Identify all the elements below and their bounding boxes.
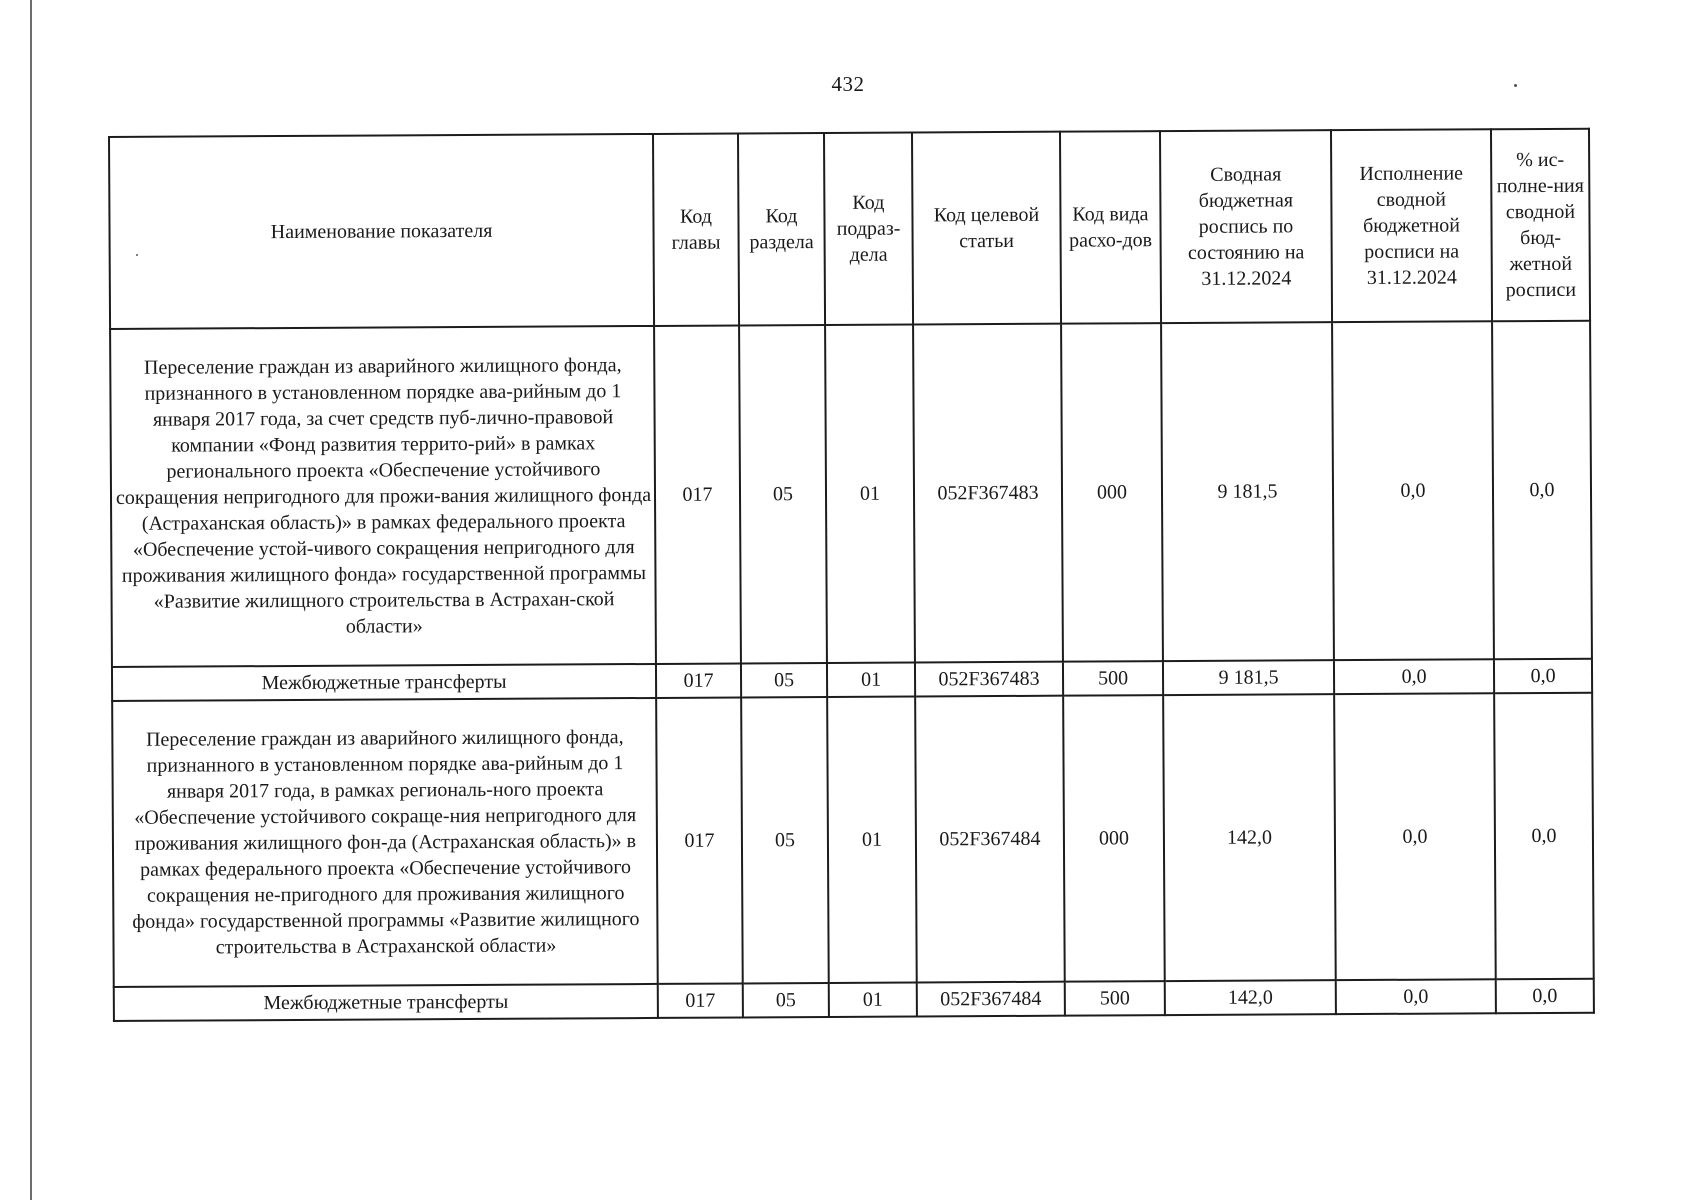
cell-kod-celevoy-stati: 052F367484 (915, 696, 1065, 983)
cell-kod-glavy: 017 (656, 697, 743, 983)
table-row (110, 321, 1592, 667)
cell-ispolnenie: 0,0 (1334, 693, 1496, 980)
cell-name: Межбюджетные трансферты (112, 664, 656, 701)
cell-kod-podrazdela: 01 (829, 982, 917, 1016)
header-procent-ispolneniya: % ис-полне-ния сводной бюд-жетной росписи (1491, 129, 1590, 322)
cell-kod-glavy: 017 (654, 325, 741, 663)
cell-kod-vida-rashodov: 500 (1065, 981, 1165, 1016)
cell-kod-glavy: 017 (656, 663, 741, 697)
cell-ispolnenie: 0,0 (1334, 659, 1494, 694)
page-number: 432 (831, 72, 865, 96)
table-body (110, 321, 1594, 1021)
header-name: Наименование показателя (109, 134, 654, 329)
cell-kod-vida-rashodov: 500 (1063, 661, 1163, 696)
header-row (109, 129, 1590, 329)
cell-kod-razdela: 05 (741, 697, 829, 983)
cell-name: Переселение граждан из аварийного жилищного фонда, признанного в установленном порядке ава-рийным до 1 января 2017 года, за счет средств пуб-лично-правовой компании «Фонд развития террито-рий» в рамках регионального проекта «Обеспечение устойчивого сокращения непригодного для прожи-вания жилищного фонда (Астраханская область)» в рамках федерального проекта «Обеспечение устой-чивого сокращения непригодного для проживания жилищного фонда» государственной программы «Развитие жилищного строительства в Астрахан-ской области» (110, 326, 656, 667)
table-header (109, 129, 1590, 329)
header-kod-vida-rashodov: Код вида расхо-дов (1060, 131, 1161, 324)
cell-kod-vida-rashodov: 000 (1061, 323, 1163, 662)
header-kod-razdela: Код раздела (738, 133, 825, 325)
cell-procent: 0,0 (1494, 693, 1594, 980)
cell-kod-podrazdela: 01 (827, 663, 915, 697)
cell-kod-podrazdela: 01 (825, 325, 915, 663)
header-svodnaya-rospis: Сводная бюджетная роспись по состоянию на 31.12.2024 (1160, 130, 1332, 323)
cell-kod-podrazdela: 01 (827, 697, 917, 983)
header-ispolnenie: Исполнение сводной бюджетной росписи на 31.12.2024 (1331, 129, 1492, 322)
cell-ispolnenie: 0,0 (1336, 979, 1496, 1014)
cell-kod-celevoy-stati: 052F367483 (913, 324, 1063, 663)
cell-kod-razdela: 05 (741, 663, 827, 697)
cell-ispolnenie: 0,0 (1332, 321, 1494, 660)
cell-procent: 0,0 (1494, 659, 1592, 694)
cell-kod-glavy: 017 (658, 983, 743, 1017)
table-row (114, 979, 1594, 1021)
header-kod-glavy: Код главы (653, 133, 739, 325)
cell-svodnaya-rospis: 142,0 (1163, 694, 1336, 981)
header-kod-celevoy-stati: Код целевой статьи (912, 132, 1061, 325)
table-row (112, 693, 1594, 987)
cell-kod-razdela: 05 (743, 983, 829, 1017)
cell-procent: 0,0 (1496, 979, 1594, 1014)
cell-svodnaya-rospis: 9 181,5 (1161, 322, 1334, 661)
budget-execution-table (108, 128, 1595, 1022)
scan-left-edge-line (30, 0, 32, 1200)
cell-procent: 0,0 (1492, 321, 1592, 660)
cell-name: Переселение граждан из аварийного жилищного фонда, признанного в установленном порядке ава-рийным до 1 января 2017 года, в рамках региональ-ного проекта «Обеспечение устойчивого сокраще-ния непригодного для проживания жилищного фон-да (Астраханская область)» в рамках федерального проекта «Обеспечение устойчивого сокращения не-пригодного для проживания жилищного фонда» государственной программы «Развитие жилищного строительства в Астраханской области» (112, 698, 658, 987)
cell-svodnaya-rospis: 142,0 (1165, 980, 1336, 1015)
cell-name: Межбюджетные трансферты (114, 984, 658, 1021)
cell-svodnaya-rospis: 9 181,5 (1163, 660, 1334, 695)
cell-kod-vida-rashodov: 000 (1063, 695, 1165, 982)
cell-kod-celevoy-stati: 052F367484 (917, 982, 1065, 1017)
cell-kod-celevoy-stati: 052F367483 (915, 662, 1063, 697)
cell-kod-razdela: 05 (739, 325, 827, 663)
header-kod-podrazdela: Код подраз-дела (824, 133, 913, 325)
